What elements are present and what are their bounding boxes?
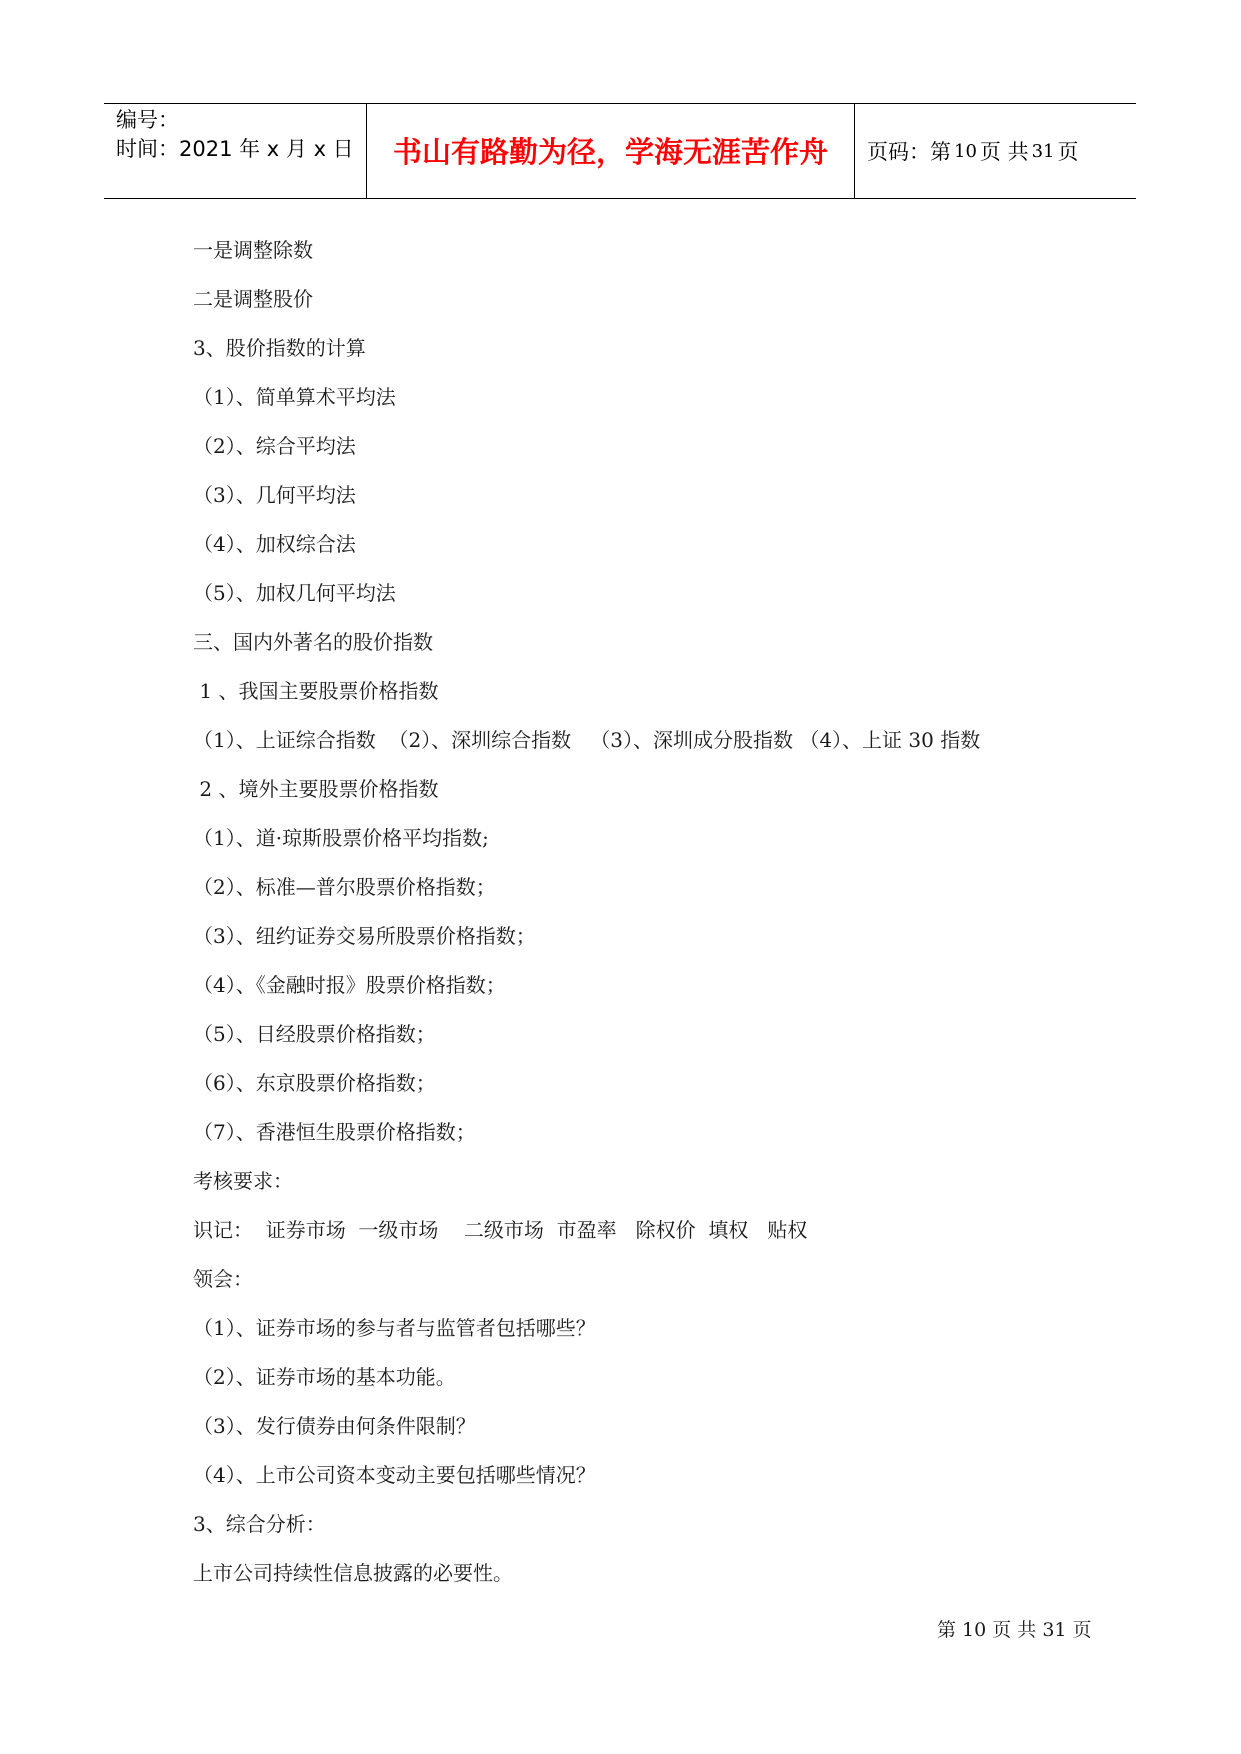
page-total: 31 xyxy=(1031,140,1055,162)
text-line: 识记： 证券市场 一级市场 二级市场 市盈率 除权价 填权 贴权 xyxy=(193,1218,808,1242)
section-heading: 领会： xyxy=(193,1267,253,1291)
list-item: （1）、简单算术平均法 xyxy=(193,385,396,409)
motto-cell xyxy=(367,104,855,198)
subsection-heading: 1 、我国主要股票价格指数 xyxy=(193,679,439,703)
page-mid: 页 共 xyxy=(979,140,1029,164)
page-prefix: 页码：第 xyxy=(867,140,951,164)
subsection-heading: 2 、境外主要股票价格指数 xyxy=(193,777,439,801)
page-suffix: 页 xyxy=(1057,140,1079,164)
text-line: 上市公司持续性信息披露的必要性。 xyxy=(193,1561,513,1585)
list-item: （2）、综合平均法 xyxy=(193,434,356,458)
text-line: 二是调整股价 xyxy=(193,287,313,311)
page-header xyxy=(104,103,1136,199)
list-item: （1）、道·琼斯股票价格平均指数; xyxy=(193,826,489,850)
section-heading: 3、综合分析： xyxy=(193,1512,326,1536)
list-item: （5）、加权几何平均法 xyxy=(193,581,396,605)
list-item: （2）、证券市场的基本功能。 xyxy=(193,1365,456,1389)
section-heading: 考核要求： xyxy=(193,1169,293,1193)
list-item: （1）、证券市场的参与者与监管者包括哪些？ xyxy=(193,1316,596,1340)
serial-label: 编号： xyxy=(116,108,179,132)
list-item: （7）、香港恒生股票价格指数； xyxy=(193,1120,476,1144)
list-item: （2）、标准—普尔股票价格指数； xyxy=(193,875,496,899)
page-current: 10 xyxy=(954,140,977,162)
header-info-cell xyxy=(104,104,367,198)
section-heading: 3、股价指数的计算 xyxy=(193,336,366,360)
list-item: （4）、《金融时报》股票价格指数； xyxy=(193,973,506,997)
motto-text: 书山有路勤为径，学海无涯苦作舟 xyxy=(392,134,828,169)
list-item: （4）、上市公司资本变动主要包括哪些情况？ xyxy=(193,1463,596,1487)
list-item: （4）、加权综合法 xyxy=(193,532,356,556)
text-line: 一是调整除数 xyxy=(193,238,313,262)
page-footer: 第 10 页 共 31 页 xyxy=(937,1619,1092,1641)
list-item: （5）、日经股票价格指数； xyxy=(193,1022,436,1046)
time-label: 时间：2021 年 x 月 x 日 xyxy=(116,137,354,161)
list-item: （3）、几何平均法 xyxy=(193,483,356,507)
document-body xyxy=(193,230,1093,1602)
section-heading: 三、国内外著名的股价指数 xyxy=(193,630,433,654)
list-item: （6）、东京股票价格指数； xyxy=(193,1071,436,1095)
page-number-cell xyxy=(855,104,1136,198)
list-item: （3）、发行债券由何条件限制？ xyxy=(193,1414,476,1438)
list-item: （3）、纽约证券交易所股票价格指数； xyxy=(193,924,536,948)
list-item: （1）、上证综合指数 （2）、深圳综合指数 （3）、深圳成分股指数 （4）、上证 30 指数 xyxy=(193,728,981,752)
